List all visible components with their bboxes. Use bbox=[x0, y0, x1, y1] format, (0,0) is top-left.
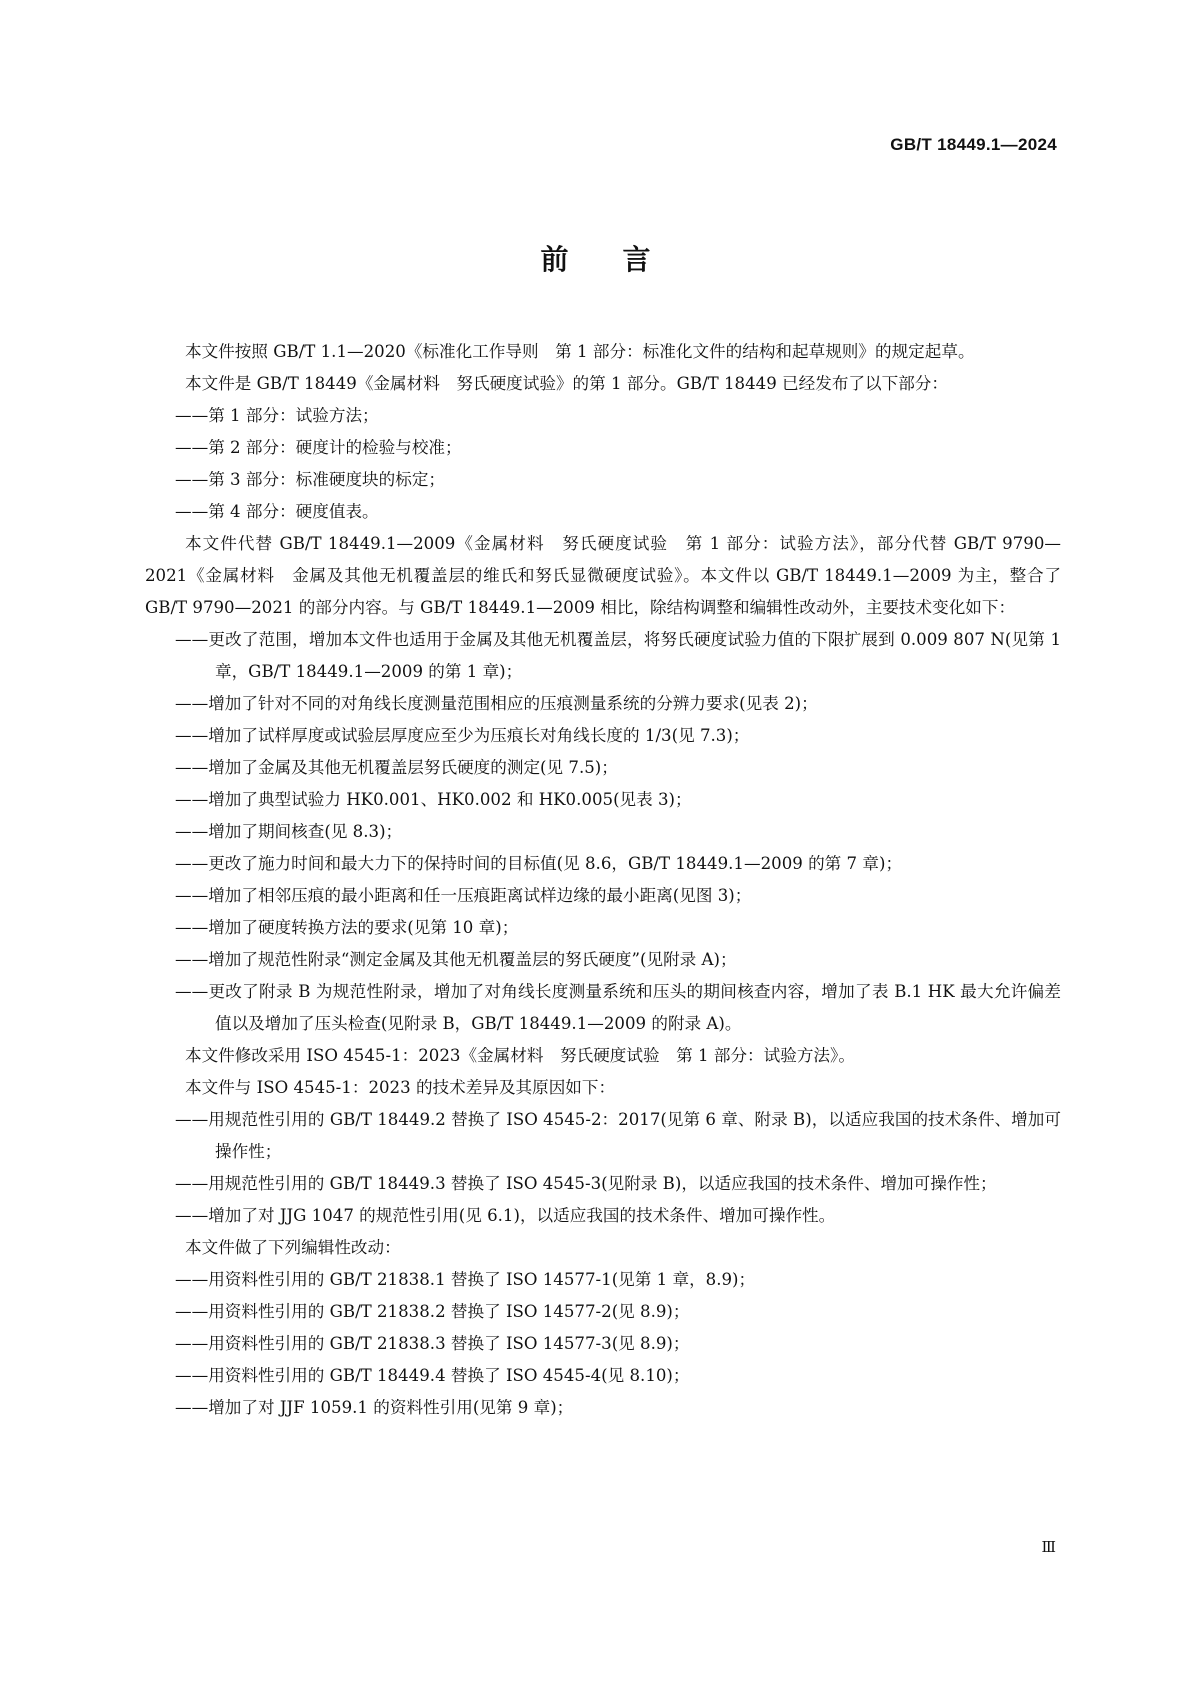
paragraph: 本文件代替 GB/T 18449.1—2009《金属材料 努氏硬度试验 第 1 部分：试验方法》，部分代替 GB/T 9790—2021《金属材料 金属及其他无机覆盖层的维氏和努氏显微硬度试验》。本文件以 GB/T 18449.1—2009 为主，整合了 GB/T 9790—2021 的部分内容。与 GB/T 18449.1—2009 相比，除结构调整和编辑性改动外，主要技术变化如下： bbox=[145, 534, 1061, 617]
list-item: ——增加了金属及其他无机覆盖层努氏硬度的测定(见 7.5)； bbox=[175, 758, 618, 777]
page-title: 前言 bbox=[540, 243, 705, 276]
list-item: ——增加了试样厚度或试验层厚度应至少为压痕长对角线长度的 1/3(见 7.3)； bbox=[175, 726, 750, 745]
preface-body bbox=[145, 336, 1061, 1424]
paragraph: 本文件做了下列编辑性改动： bbox=[185, 1238, 401, 1257]
list-item: ——用规范性引用的 GB/T 18449.3 替换了 ISO 4545-3(见附录 B)，以适应我国的技术条件、增加可操作性； bbox=[175, 1174, 997, 1193]
list-item: ——更改了施力时间和最大力下的保持时间的目标值(见 8.6，GB/T 18449.1—2009 的第 7 章)； bbox=[175, 854, 903, 873]
list-item: ——增加了对 JJF 1059.1 的资料性引用(见第 9 章)； bbox=[175, 1398, 574, 1417]
list-item: ——增加了相邻压痕的最小距离和任一压痕距离试样边缘的最小距离(见图 3)； bbox=[175, 886, 752, 905]
list-item: ——用资料性引用的 GB/T 18449.4 替换了 ISO 4545-4(见 8.10)； bbox=[175, 1366, 690, 1385]
list-item: ——用规范性引用的 GB/T 18449.2 替换了 ISO 4545-2：2017(见第 6 章、附录 B)，以适应我国的技术条件、增加可操作性； bbox=[175, 1110, 1061, 1161]
standard-code: GB/T 18449.1—2024 bbox=[890, 135, 1057, 154]
list-item: ——增加了对 JJG 1047 的规范性引用(见 6.1)，以适应我国的技术条件、增加可操作性。 bbox=[175, 1206, 836, 1225]
list-item: ——第 2 部分：硬度计的检验与校准； bbox=[175, 438, 462, 457]
list-item: ——用资料性引用的 GB/T 21838.3 替换了 ISO 14577-3(见 8.9)； bbox=[175, 1334, 690, 1353]
paragraph: 本文件修改采用 ISO 4545-1：2023《金属材料 努氏硬度试验 第 1 部分：试验方法》。 bbox=[185, 1046, 855, 1065]
list-item: ——第 1 部分：试验方法； bbox=[175, 406, 379, 425]
list-item: ——增加了规范性附录“测定金属及其他无机覆盖层的努氏硬度”(见附录 A)； bbox=[175, 950, 737, 969]
list-item: ——更改了范围，增加本文件也适用于金属及其他无机覆盖层，将努氏硬度试验力值的下限扩展到 0.009 807 N(见第 1 章，GB/T 18449.1—2009 的第 1 章)； bbox=[175, 630, 1061, 681]
page-number: Ⅲ bbox=[1041, 1538, 1056, 1556]
list-item: ——第 4 部分：硬度值表。 bbox=[175, 502, 379, 521]
list-item: ——用资料性引用的 GB/T 21838.2 替换了 ISO 14577-2(见 8.9)； bbox=[175, 1302, 690, 1321]
paragraph: 本文件是 GB/T 18449《金属材料 努氏硬度试验》的第 1 部分。GB/T 18449 已经发布了以下部分： bbox=[185, 374, 948, 393]
list-item: ——第 3 部分：标准硬度块的标定； bbox=[175, 470, 446, 489]
list-item: ——用资料性引用的 GB/T 21838.1 替换了 ISO 14577-1(见第 1 章，8.9)； bbox=[175, 1270, 756, 1289]
list-item: ——增加了针对不同的对角线长度测量范围相应的压痕测量系统的分辨力要求(见表 2)； bbox=[175, 694, 818, 713]
list-item: ——增加了期间核查(见 8.3)； bbox=[175, 822, 403, 841]
list-item: ——增加了典型试验力 HK0.001、HK0.002 和 HK0.005(见表 3)； bbox=[175, 790, 692, 809]
paragraph: 本文件与 ISO 4545-1：2023 的技术差异及其原因如下： bbox=[185, 1078, 616, 1097]
list-item: ——更改了附录 B 为规范性附录，增加了对角线长度测量系统和压头的期间核查内容，增加了表 B.1 HK 最大允许偏差值以及增加了压头检查(见附录 B，GB/T 18449.1—2009 的附录 A)。 bbox=[175, 982, 1061, 1033]
paragraph: 本文件按照 GB/T 1.1—2020《标准化工作导则 第 1 部分：标准化文件的结构和起草规则》的规定起草。 bbox=[185, 342, 975, 361]
list-item: ——增加了硬度转换方法的要求(见第 10 章)； bbox=[175, 918, 519, 937]
